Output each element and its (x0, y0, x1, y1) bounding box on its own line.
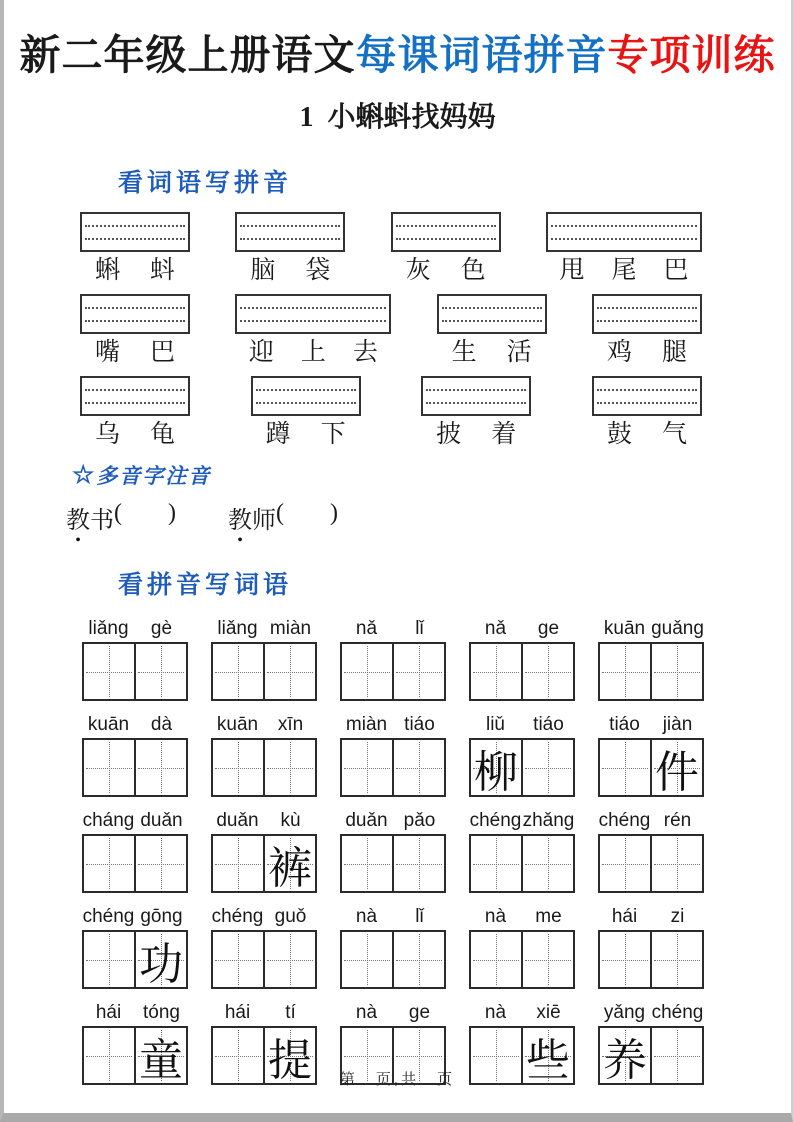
word-character: 活 (506, 339, 532, 366)
pinyin-syllable: zhǎng (522, 810, 575, 831)
pinyin-syllable: chéng (469, 810, 522, 831)
pinyin-label (340, 999, 446, 1024)
character-cell[interactable] (471, 740, 521, 795)
pinyin-to-words-rows (82, 615, 704, 1085)
word-character: 腿 (661, 339, 687, 366)
character-cell[interactable] (650, 836, 702, 891)
word-character: 色 (460, 257, 486, 284)
word-row (80, 212, 702, 286)
grid-item (82, 903, 188, 989)
dotted-guide-line (85, 320, 185, 322)
pinyin-syllable: xiē (536, 1002, 561, 1023)
word-label (437, 337, 547, 368)
pinyin-syllable: nǎ (484, 618, 507, 639)
prefilled-character: 柳 (474, 747, 518, 797)
dotted-guide-line (85, 402, 185, 404)
character-cell[interactable] (134, 740, 186, 795)
pinyin-label (469, 999, 575, 1024)
word-label (80, 419, 190, 450)
pinyin-syllable: chéng (651, 1002, 704, 1023)
character-cell[interactable] (213, 740, 263, 795)
word-label (80, 255, 190, 286)
section-heading-pinyin-to-words: 看拼音写词语 (118, 572, 293, 599)
character-cell[interactable] (84, 740, 134, 795)
character-grid (598, 834, 704, 893)
dotted-guide-line (240, 307, 386, 309)
character-cell[interactable] (521, 644, 573, 699)
prefilled-character: 功 (139, 939, 183, 989)
character-cell[interactable] (521, 1028, 573, 1083)
dotted-guide-line (240, 225, 340, 227)
word-character: 脑 (250, 257, 276, 284)
character-cell[interactable] (213, 644, 263, 699)
pinyin-writing-box[interactable] (80, 212, 190, 252)
word-item (391, 212, 501, 286)
character-grid (82, 930, 188, 989)
grid-item (211, 711, 317, 797)
pinyin-syllable: tiáo (404, 714, 435, 735)
polyphone-exercise-line (66, 500, 791, 547)
pinyin-label (469, 807, 575, 832)
pinyin-label (211, 615, 317, 640)
dotted-guide-line (256, 389, 356, 391)
pinyin-syllable: duǎn (140, 810, 183, 831)
pinyin-syllable: jiàn (662, 714, 693, 735)
word-label (235, 337, 391, 368)
word-character: 鸡 (606, 339, 632, 366)
word-label (592, 419, 702, 450)
title-part-black: 新二年级上册语文 (19, 32, 356, 78)
character-cell[interactable] (392, 644, 444, 699)
pinyin-label (469, 711, 575, 736)
pinyin-writing-box[interactable] (592, 376, 702, 416)
pinyin-syllable: miàn (269, 618, 312, 639)
pinyin-syllable: yǎng (603, 1002, 646, 1023)
character-cell[interactable] (134, 932, 186, 987)
pinyin-syllable: tí (285, 1002, 296, 1023)
polyphone-heading-label: 多音字注音 (96, 464, 212, 488)
word-item (421, 376, 531, 450)
grid-item (82, 615, 188, 701)
character-grid (340, 642, 446, 701)
word-label (592, 337, 702, 368)
word-character: 巴 (663, 257, 689, 284)
character-grid (598, 930, 704, 989)
word-label (546, 255, 702, 286)
word-character: 蹲 (265, 421, 291, 448)
pinyin-label (211, 711, 317, 736)
pinyin-syllable: tiáo (609, 714, 640, 735)
pinyin-label (598, 615, 704, 640)
grid-item (469, 903, 575, 989)
character-cell[interactable] (600, 740, 650, 795)
pinyin-writing-box[interactable] (235, 212, 345, 252)
prefilled-character: 裤 (268, 843, 312, 893)
character-cell[interactable] (650, 740, 702, 795)
word-character: 尾 (611, 257, 637, 284)
dotted-guide-line (396, 238, 496, 240)
page-footer: 第 页,共 页 (339, 1071, 456, 1088)
polyphone-item (228, 500, 338, 535)
grid-item (340, 711, 446, 797)
title-part-blue: 每课词语拼音 (355, 32, 608, 78)
character-cell[interactable] (392, 740, 444, 795)
word-character: 下 (320, 421, 346, 448)
word-character: 巴 (149, 339, 175, 366)
grid-item (340, 807, 446, 893)
prefilled-character: 童 (139, 1035, 183, 1085)
character-cell[interactable] (521, 836, 573, 891)
word-item (80, 376, 190, 450)
polyphone-item (66, 500, 176, 535)
pinyin-label (598, 807, 704, 832)
word-character: 着 (491, 421, 517, 448)
character-grid (469, 642, 575, 701)
character-grid (340, 834, 446, 893)
pinyin-syllable: ge (408, 1002, 431, 1023)
pinyin-syllable: cháng (82, 810, 135, 831)
word-item (80, 294, 190, 368)
word-item (592, 376, 702, 450)
word-item (235, 212, 345, 286)
word-character: 袋 (305, 257, 331, 284)
word-character: 披 (436, 421, 462, 448)
word-item (80, 212, 190, 286)
pinyin-syllable: lǐ (415, 906, 424, 927)
word-item (546, 212, 702, 286)
pinyin-writing-box[interactable] (592, 294, 702, 334)
character-cell[interactable] (471, 836, 521, 891)
page-title (4, 22, 791, 81)
character-cell[interactable] (134, 1028, 186, 1083)
pinyin-label (82, 615, 188, 640)
grid-item (82, 807, 188, 893)
pinyin-syllable: liǔ (485, 714, 505, 735)
character-grid (211, 834, 317, 893)
pinyin-label (598, 711, 704, 736)
dotted-guide-line (240, 320, 386, 322)
pinyin-syllable: kuān (87, 714, 130, 735)
character-cell[interactable] (263, 1028, 315, 1083)
pinyin-syllable: chéng (211, 906, 264, 927)
prefilled-character: 些 (526, 1035, 570, 1085)
character-grid (211, 738, 317, 797)
prefilled-character: 件 (655, 747, 699, 797)
character-cell[interactable] (84, 932, 134, 987)
word-character: 鼓 (606, 421, 632, 448)
character-cell[interactable] (263, 740, 315, 795)
section-heading-words-to-pinyin: 看词语写拼音 (118, 170, 293, 197)
pinyin-syllable: hái (611, 906, 638, 927)
word-character: 灰 (405, 257, 431, 284)
pinyin-writing-box[interactable] (80, 294, 190, 334)
character-cell[interactable] (213, 836, 263, 891)
dotted-guide-line (597, 320, 697, 322)
star-icon: ☆ (72, 462, 95, 489)
dotted-guide-line (442, 307, 542, 309)
pinyin-syllable: pǎo (403, 810, 436, 831)
pinyin-label (340, 807, 446, 832)
dotted-guide-line (597, 402, 697, 404)
character-grid (82, 834, 188, 893)
dotted-guide-line (256, 402, 356, 404)
character-cell[interactable] (134, 836, 186, 891)
character-grid (598, 738, 704, 797)
pinyin-writing-box[interactable] (80, 376, 190, 416)
dotted-guide-line (85, 225, 185, 227)
character-cell[interactable] (342, 932, 392, 987)
dotted-guide-line (597, 389, 697, 391)
pinyin-syllable: chéng (598, 810, 651, 831)
dotted-guide-line (85, 389, 185, 391)
word-character: 蚪 (149, 257, 175, 284)
character-grid (211, 642, 317, 701)
pinyin-syllable: guǎng (651, 618, 704, 639)
word-character: 蝌 (94, 257, 120, 284)
character-cell[interactable] (263, 644, 315, 699)
character-cell[interactable] (600, 836, 650, 891)
grid-row (82, 807, 704, 893)
character-grid (82, 642, 188, 701)
word-row (80, 294, 702, 368)
pinyin-syllable: tóng (143, 1002, 180, 1023)
character-cell[interactable] (392, 932, 444, 987)
word-character: 去 (352, 339, 378, 366)
polyphone-character: 教 • (66, 500, 90, 535)
pinyin-syllable: nǎ (355, 618, 378, 639)
dotted-guide-line (85, 307, 185, 309)
word-item (251, 376, 361, 450)
pinyin-label (211, 903, 317, 928)
pinyin-label (598, 999, 704, 1024)
word-character: 甩 (559, 257, 585, 284)
paren-close: ) (330, 500, 338, 526)
character-cell[interactable] (471, 932, 521, 987)
pinyin-syllable: me (535, 906, 562, 927)
word-character: 嘴 (94, 339, 120, 366)
pinyin-label (211, 999, 317, 1024)
dotted-guide-line (240, 238, 340, 240)
pinyin-syllable: duǎn (216, 810, 259, 831)
pinyin-label (82, 999, 188, 1024)
character-cell[interactable] (471, 644, 521, 699)
word-character: 迎 (248, 339, 274, 366)
character-cell[interactable] (521, 932, 573, 987)
character-grid (598, 642, 704, 701)
pinyin-syllable: zi (670, 906, 685, 927)
pinyin-syllable: nà (355, 1002, 378, 1023)
word-character: 乌 (94, 421, 120, 448)
grid-row (82, 615, 704, 701)
pinyin-writing-box[interactable] (235, 294, 391, 334)
grid-item (469, 615, 575, 701)
pinyin-syllable: ge (537, 618, 560, 639)
pinyin-syllable: xīn (277, 714, 304, 735)
grid-item (598, 807, 704, 893)
character-cell[interactable] (521, 740, 573, 795)
character-cell[interactable] (213, 932, 263, 987)
pinyin-syllable: duǎn (345, 810, 388, 831)
character-cell[interactable] (84, 836, 134, 891)
pinyin-writing-box[interactable] (437, 294, 547, 334)
pinyin-syllable: kuān (216, 714, 259, 735)
grid-item (211, 807, 317, 893)
character-cell[interactable] (650, 932, 702, 987)
character-cell[interactable] (392, 836, 444, 891)
lesson-title: 1 小蝌蚪找妈妈 (299, 102, 496, 133)
pinyin-syllable: liǎng (217, 618, 258, 639)
pinyin-syllable: nà (355, 906, 378, 927)
grid-item (211, 615, 317, 701)
character-grid (469, 930, 575, 989)
dotted-guide-line (396, 225, 496, 227)
polyphone-character: 师 (252, 508, 276, 534)
prefilled-character: 养 (603, 1035, 647, 1085)
character-grid (469, 834, 575, 893)
word-item (592, 294, 702, 368)
character-cell[interactable] (650, 644, 702, 699)
word-item (437, 294, 547, 368)
dotted-guide-line (551, 225, 697, 227)
grid-item (340, 615, 446, 701)
pinyin-label (340, 903, 446, 928)
pinyin-writing-box[interactable] (546, 212, 702, 252)
words-to-pinyin-rows (80, 212, 702, 450)
pinyin-syllable: chéng (82, 906, 135, 927)
paren-open: ( (276, 500, 284, 526)
grid-item (211, 903, 317, 989)
dotted-guide-line (442, 320, 542, 322)
word-label (391, 255, 501, 286)
pinyin-label (340, 711, 446, 736)
grid-item (598, 711, 704, 797)
word-character: 气 (661, 421, 687, 448)
dotted-guide-line (426, 402, 526, 404)
word-label (80, 337, 190, 368)
pinyin-syllable: hái (224, 1002, 251, 1023)
prefilled-character: 提 (268, 1035, 312, 1085)
pinyin-syllable: nà (484, 906, 507, 927)
character-cell[interactable] (342, 644, 392, 699)
grid-item (469, 807, 575, 893)
title-part-red: 专项训练 (607, 32, 776, 78)
pinyin-syllable: nà (484, 1002, 507, 1023)
pinyin-syllable: gōng (140, 906, 183, 927)
paren-open: ( (114, 500, 122, 526)
character-cell[interactable] (134, 644, 186, 699)
pinyin-syllable: guǒ (274, 906, 307, 927)
polyphone-heading (72, 460, 791, 490)
polyphone-character: 书 (90, 508, 114, 534)
pinyin-label (598, 903, 704, 928)
word-character: 龟 (149, 421, 175, 448)
pinyin-label (211, 807, 317, 832)
pinyin-syllable: liǎng (88, 618, 129, 639)
word-character: 生 (451, 339, 477, 366)
paren-close: ) (168, 500, 176, 526)
pinyin-syllable: miàn (345, 714, 388, 735)
character-cell[interactable] (342, 836, 392, 891)
word-item (235, 294, 391, 368)
pinyin-syllable: kù (280, 810, 301, 831)
character-grid (82, 738, 188, 797)
character-cell[interactable] (600, 1028, 650, 1083)
pinyin-writing-box[interactable] (421, 376, 531, 416)
character-cell[interactable] (600, 644, 650, 699)
pinyin-label (82, 711, 188, 736)
pinyin-writing-box[interactable] (251, 376, 361, 416)
character-cell[interactable] (263, 932, 315, 987)
pinyin-syllable: gè (150, 618, 173, 639)
pinyin-syllable: tiáo (533, 714, 564, 735)
grid-row (82, 903, 704, 989)
character-cell[interactable] (342, 740, 392, 795)
word-label (421, 419, 531, 450)
word-character: 上 (300, 339, 326, 366)
word-label (251, 419, 361, 450)
polyphone-character: 教 • (228, 500, 252, 535)
grid-item (598, 615, 704, 701)
pinyin-syllable: rén (663, 810, 692, 831)
dotted-guide-line (85, 238, 185, 240)
character-cell[interactable] (600, 932, 650, 987)
pinyin-syllable: hái (95, 1002, 122, 1023)
word-label (235, 255, 345, 286)
pinyin-syllable: lǐ (415, 618, 424, 639)
pinyin-syllable: dà (150, 714, 173, 735)
pinyin-label (82, 903, 188, 928)
grid-item (469, 711, 575, 797)
dotted-guide-line (597, 307, 697, 309)
character-grid (211, 930, 317, 989)
dotted-guide-line (426, 389, 526, 391)
grid-item (82, 711, 188, 797)
pinyin-label (82, 807, 188, 832)
word-row (80, 376, 702, 450)
grid-item (340, 903, 446, 989)
character-grid (340, 738, 446, 797)
grid-row (82, 711, 704, 797)
pinyin-label (469, 903, 575, 928)
character-grid (469, 738, 575, 797)
character-grid (340, 930, 446, 989)
pinyin-label (340, 615, 446, 640)
pinyin-syllable: kuān (603, 618, 646, 639)
character-cell[interactable] (84, 644, 134, 699)
pinyin-writing-box[interactable] (391, 212, 501, 252)
dotted-guide-line (551, 238, 697, 240)
character-cell[interactable] (263, 836, 315, 891)
grid-item (598, 903, 704, 989)
pinyin-label (469, 615, 575, 640)
